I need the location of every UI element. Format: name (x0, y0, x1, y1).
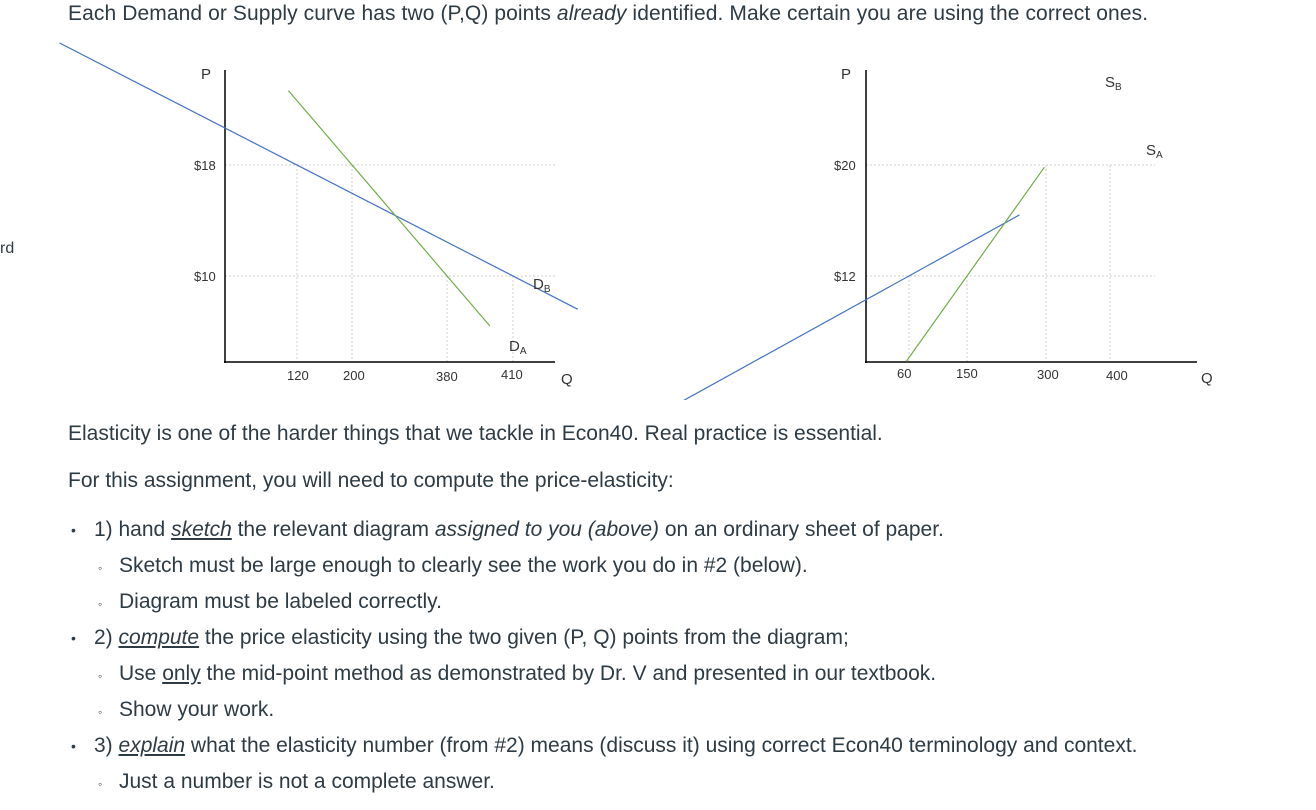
paragraph-elasticity-intro: Elasticity is one of the harder things that we tackle in Econ40. Real practice is essential. (68, 422, 883, 445)
header-emphasis: already (556, 2, 627, 25)
item2-sub1-before: Use (119, 662, 163, 685)
list-item-3 (68, 728, 1138, 764)
list-item-2-sub-1 (68, 656, 1138, 692)
item2-num: 2) (94, 626, 119, 649)
supply-y-tick-20: $20 (834, 158, 856, 173)
list-item-2-sub-2: ◦ Show your work. (68, 692, 1138, 728)
supply-curve-sb (906, 167, 1044, 361)
item1-mid: the relevant diagram (231, 518, 435, 541)
curve-label-da (509, 338, 527, 357)
curve-label-db-main: D (533, 276, 544, 293)
list-item-1 (68, 512, 1138, 548)
item2-end: the price elasticity using the two given (P, Q) points from the diagram; (199, 626, 849, 649)
curve-label-da-sub: A (519, 346, 527, 357)
list-item-3-sub-1: ◦ Just a number is not a complete answer. (68, 764, 1138, 800)
demand-x-tick-380: 380 (436, 369, 458, 384)
assignment-list (68, 512, 1138, 800)
item1-keyword: sketch (171, 518, 232, 541)
curve-label-sb-sub: B (1115, 82, 1122, 93)
curve-label-db (533, 276, 551, 295)
supply-x-tick-400: 400 (1106, 368, 1128, 383)
item3-keyword: explain (118, 734, 186, 757)
supply-y-axis-label: P (841, 66, 852, 83)
left-edge-text-fragment: rd (0, 240, 15, 257)
item3-num: 3) (94, 734, 119, 757)
paragraph-assignment-intro: For this assignment, you will need to compute the price-elasticity: (68, 469, 674, 492)
demand-diagram (59, 43, 577, 388)
demand-curve-db (288, 91, 489, 326)
curve-label-sb-main: S (1105, 74, 1116, 91)
diagrams-svg (0, 0, 1316, 400)
item3-end: what the elasticity number (from #2) means (discuss it) using correct Econ40 terminology and context. (185, 734, 1138, 757)
curve-label-da-main: D (509, 338, 520, 355)
item2-sub1-keyword: only (162, 662, 201, 685)
demand-curve-da (59, 43, 577, 309)
curve-label-sa-main: S (1146, 142, 1157, 159)
demand-x-tick-410: 410 (501, 367, 523, 382)
list-item-1-sub-1: ◦ Sketch must be large enough to clearly see the work you do in #2 (below). (68, 548, 1138, 584)
item1-end: on an ordinary sheet of paper. (659, 518, 944, 541)
supply-grid (866, 165, 1155, 362)
demand-y-tick-10: $10 (194, 269, 216, 284)
demand-y-tick-18: $18 (194, 158, 216, 173)
item1-num: 1) hand (94, 518, 172, 541)
curve-label-sa (1146, 142, 1163, 161)
supply-x-tick-60: 60 (897, 366, 912, 381)
demand-x-axis-label: Q (561, 371, 573, 388)
supply-diagram (672, 66, 1213, 400)
demand-x-tick-120: 120 (287, 368, 309, 383)
supply-y-tick-12: $12 (834, 269, 856, 284)
curve-label-db-sub: B (543, 284, 551, 295)
header-text-before: Each Demand or Supply curve has two (P,Q) points (68, 2, 557, 25)
supply-x-axis-label: Q (1201, 370, 1213, 387)
item2-sub1-after: the mid-point method as demonstrated by Dr. V and presented in our textbook. (200, 662, 937, 685)
header-text-after: identified. Make certain you are using the correct ones. (626, 2, 1149, 25)
demand-x-tick-200: 200 (343, 368, 365, 383)
supply-x-tick-300: 300 (1037, 367, 1059, 382)
curve-label-sa-sub: A (1156, 150, 1163, 161)
curve-label-sb (1105, 74, 1122, 93)
list-item-2 (68, 620, 1138, 656)
list-item-1-sub-2: ◦ Diagram must be labeled correctly. (68, 584, 1138, 620)
item2-keyword: compute (118, 626, 200, 649)
demand-grid (225, 165, 555, 362)
demand-y-axis-label: P (201, 66, 212, 83)
item1-italic: assigned to you (above) (434, 518, 660, 541)
supply-x-tick-150: 150 (956, 366, 978, 381)
